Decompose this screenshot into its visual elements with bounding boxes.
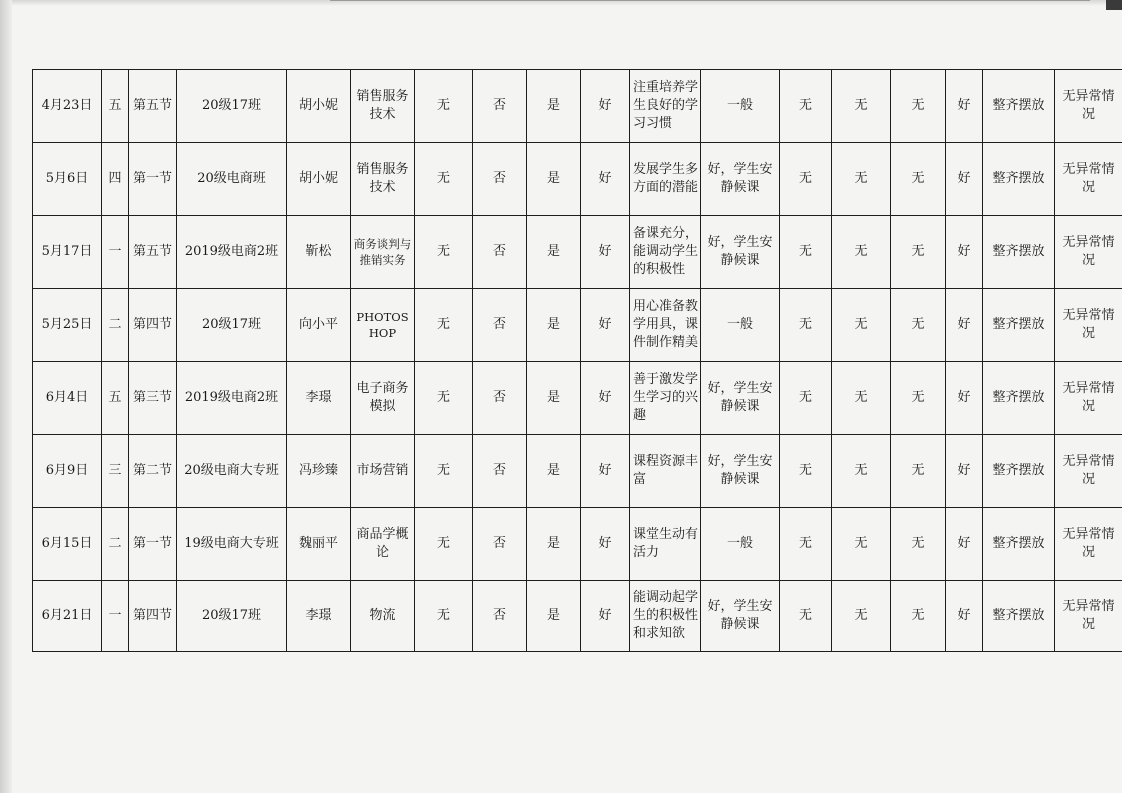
check-cell: 好 [946,143,983,216]
check-cell: 否 [473,70,527,143]
check-cell: 无 [780,581,832,652]
abnormal-cell: 无异常情况 [1055,70,1122,143]
subject-cell: 销售服务技术 [351,143,415,216]
teacher-cell: 胡小妮 [287,70,351,143]
check-cell: 否 [473,143,527,216]
discipline-cell: 好，学生安静候课 [701,435,780,508]
check-cell: 无 [780,508,832,581]
check-cell: 否 [473,508,527,581]
discipline-cell: 好，学生安静候课 [701,581,780,652]
comment-cell: 能调动起学生的积极性和求知欲 [630,581,701,652]
desks-cell: 整齐摆放 [983,70,1055,143]
period-cell: 第三节 [129,362,177,435]
weekday-cell: 五 [102,362,129,435]
check-cell: 好 [581,362,630,435]
teacher-cell: 李璟 [287,362,351,435]
check-cell: 好 [581,143,630,216]
comment-cell: 善于激发学生学习的兴趣 [630,362,701,435]
teacher-cell: 冯珍臻 [287,435,351,508]
abnormal-cell: 无异常情况 [1055,435,1122,508]
class-cell: 19级电商大专班 [177,508,287,581]
table-row [33,362,1122,435]
discipline-cell: 一般 [701,508,780,581]
check-cell: 无 [780,143,832,216]
check-cell: 是 [527,435,581,508]
check-cell: 是 [527,508,581,581]
discipline-cell: 一般 [701,289,780,362]
weekday-cell: 二 [102,508,129,581]
teacher-cell: 靳松 [287,216,351,289]
comment-cell: 课堂生动有活力 [630,508,701,581]
check-cell: 好 [581,435,630,508]
period-cell: 第四节 [129,289,177,362]
check-cell: 无 [891,435,946,508]
desks-cell: 整齐摆放 [983,435,1055,508]
check-cell: 好 [946,216,983,289]
period-cell: 第一节 [129,508,177,581]
check-cell: 好 [581,508,630,581]
class-cell: 20级17班 [177,289,287,362]
date-cell: 4月23日 [33,70,102,143]
check-cell: 无 [415,70,473,143]
check-cell: 是 [527,362,581,435]
teacher-cell: 向小平 [287,289,351,362]
discipline-cell: 好，学生安静候课 [701,362,780,435]
check-cell: 无 [891,289,946,362]
check-cell: 好 [946,362,983,435]
weekday-cell: 三 [102,435,129,508]
check-cell: 无 [415,362,473,435]
period-cell: 第二节 [129,435,177,508]
period-cell: 第一节 [129,143,177,216]
check-cell: 好 [946,581,983,652]
check-cell: 无 [415,581,473,652]
check-cell: 无 [832,70,891,143]
check-cell: 否 [473,581,527,652]
check-cell: 是 [527,216,581,289]
desks-cell: 整齐摆放 [983,362,1055,435]
class-cell: 20级电商班 [177,143,287,216]
weekday-cell: 五 [102,70,129,143]
check-cell: 无 [415,216,473,289]
subject-cell: 市场营销 [351,435,415,508]
check-cell: 无 [832,362,891,435]
check-cell: 无 [780,362,832,435]
date-cell: 5月6日 [33,143,102,216]
scan-line-top [330,0,1090,1]
check-cell: 是 [527,289,581,362]
comment-cell: 课程资源丰富 [630,435,701,508]
teacher-cell: 魏丽平 [287,508,351,581]
check-cell: 无 [832,289,891,362]
check-cell: 否 [473,362,527,435]
date-cell: 6月21日 [33,581,102,652]
check-cell: 无 [780,70,832,143]
subject-cell: 商品学概论 [351,508,415,581]
date-cell: 6月15日 [33,508,102,581]
abnormal-cell: 无异常情况 [1055,216,1122,289]
abnormal-cell: 无异常情况 [1055,289,1122,362]
date-cell: 6月4日 [33,362,102,435]
class-cell: 20级17班 [177,581,287,652]
check-cell: 无 [780,216,832,289]
check-cell: 是 [527,581,581,652]
desks-cell: 整齐摆放 [983,216,1055,289]
check-cell: 是 [527,70,581,143]
check-cell: 无 [415,508,473,581]
abnormal-cell: 无异常情况 [1055,362,1122,435]
table-row [33,581,1122,652]
table-row [33,216,1122,289]
comment-cell: 用心准备教学用具，课件制作精美 [630,289,701,362]
weekday-cell: 四 [102,143,129,216]
check-cell: 好 [946,70,983,143]
period-cell: 第四节 [129,581,177,652]
subject-cell: 商务谈判与推销实务 [351,216,415,289]
check-cell: 好 [946,435,983,508]
check-cell: 否 [473,435,527,508]
discipline-cell: 好，学生安静候课 [701,216,780,289]
comment-cell: 备课充分，能调动学生的积极性 [630,216,701,289]
check-cell: 无 [832,581,891,652]
check-cell: 好 [581,70,630,143]
check-cell: 无 [832,143,891,216]
abnormal-cell: 无异常情况 [1055,581,1122,652]
check-cell: 好 [581,289,630,362]
class-cell: 20级17班 [177,70,287,143]
class-cell: 2019级电商2班 [177,216,287,289]
table-row [33,435,1122,508]
check-cell: 无 [832,508,891,581]
abnormal-cell: 无异常情况 [1055,508,1122,581]
check-cell: 否 [473,216,527,289]
check-cell: 好 [946,289,983,362]
date-cell: 6月9日 [33,435,102,508]
check-cell: 无 [891,362,946,435]
period-cell: 第五节 [129,216,177,289]
weekday-cell: 一 [102,216,129,289]
check-cell: 无 [832,435,891,508]
subject-cell: 电子商务模拟 [351,362,415,435]
document-page [32,69,1115,652]
subject-cell: 物流 [351,581,415,652]
check-cell: 否 [473,289,527,362]
table-row [33,70,1122,143]
table-row [33,143,1122,216]
discipline-cell: 一般 [701,70,780,143]
desks-cell: 整齐摆放 [983,289,1055,362]
check-cell: 无 [832,216,891,289]
date-cell: 5月17日 [33,216,102,289]
class-cell: 2019级电商2班 [177,362,287,435]
table-row [33,508,1122,581]
scan-edge-left [0,0,12,793]
check-cell: 无 [415,143,473,216]
check-cell: 无 [891,216,946,289]
comment-cell: 发展学生多方面的潜能 [630,143,701,216]
check-cell: 好 [581,581,630,652]
check-cell: 无 [780,289,832,362]
check-cell: 是 [527,143,581,216]
abnormal-cell: 无异常情况 [1055,143,1122,216]
weekday-cell: 一 [102,581,129,652]
check-cell: 无 [891,143,946,216]
inspection-record-table [32,69,1122,652]
subject-cell: PHOTOSHOP [351,289,415,362]
subject-cell: 销售服务技术 [351,70,415,143]
comment-cell: 注重培养学生良好的学习习惯 [630,70,701,143]
table-row [33,289,1122,362]
desks-cell: 整齐摆放 [983,581,1055,652]
teacher-cell: 李璟 [287,581,351,652]
date-cell: 5月25日 [33,289,102,362]
discipline-cell: 好，学生安静候课 [701,143,780,216]
check-cell: 好 [581,216,630,289]
desks-cell: 整齐摆放 [983,143,1055,216]
weekday-cell: 二 [102,289,129,362]
teacher-cell: 胡小妮 [287,143,351,216]
check-cell: 无 [891,581,946,652]
scan-corner-mark [1106,0,1122,10]
check-cell: 无 [780,435,832,508]
check-cell: 无 [415,435,473,508]
check-cell: 无 [891,70,946,143]
check-cell: 好 [946,508,983,581]
check-cell: 无 [891,508,946,581]
class-cell: 20级电商大专班 [177,435,287,508]
check-cell: 无 [415,289,473,362]
desks-cell: 整齐摆放 [983,508,1055,581]
period-cell: 第五节 [129,70,177,143]
